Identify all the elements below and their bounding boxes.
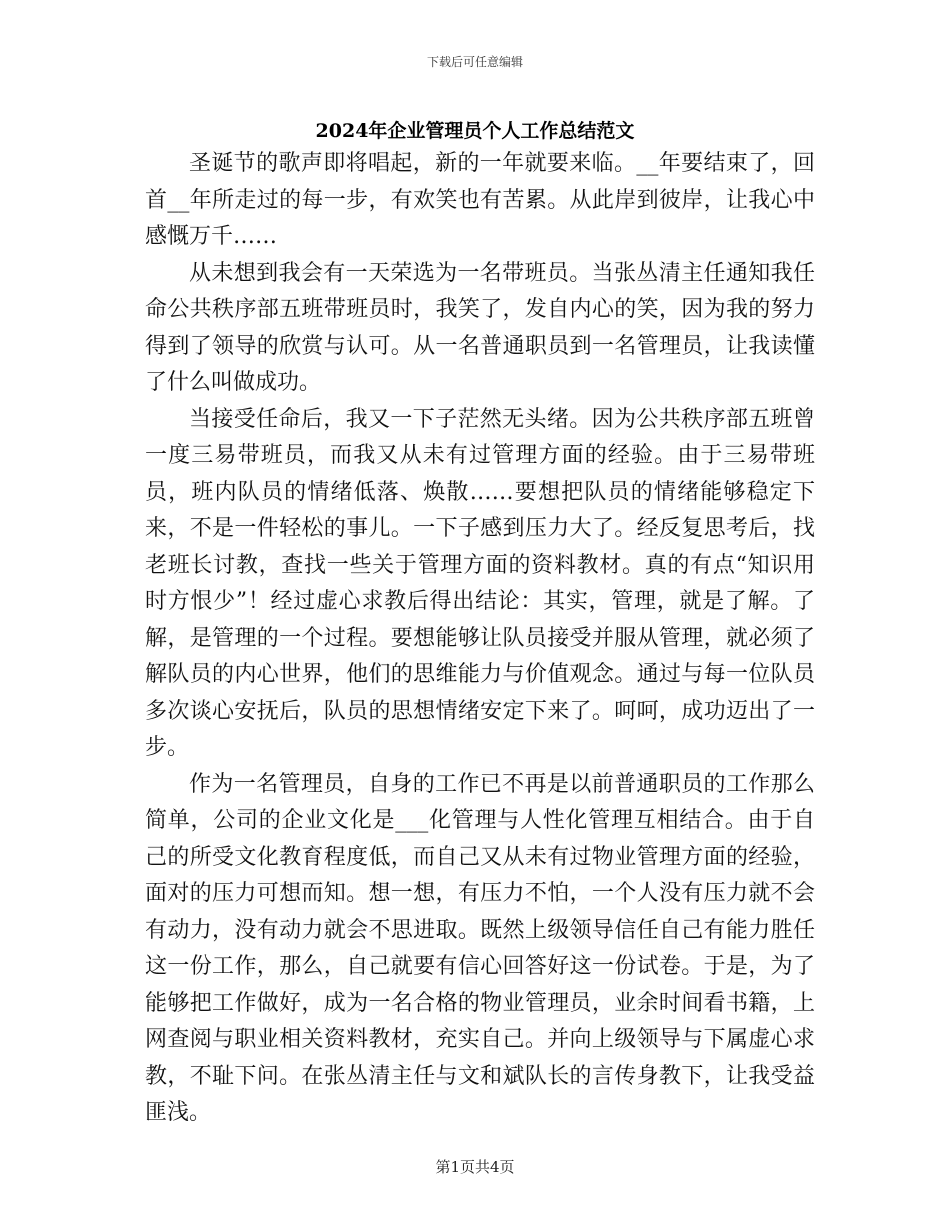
paragraph-2: 从未想到我会有一天荣选为一名带班员。当张丛清主任通知我任命公共秩序部五班带班员时，我笑了，发自内心的笑，因为我的努力得到了领导的欣赏与认可。从一名普通职员到一名管理员，让我读懂了什么叫做成功。 [145, 260, 815, 395]
page-header-note: 下载后可任意编辑 [426, 55, 523, 69]
page-number-footer: 第1页共4页 [435, 1158, 515, 1176]
document-title: 2024年企业管理员个人工作总结范文 [315, 120, 635, 142]
paragraph-1: 圣诞节的歌声即将唱起，新的一年就要来临。__年要结束了，回首__年所走过的每一步，有欢笑也有苦累。从此岸到彼岸，让我心中感慨万千…… [145, 151, 815, 249]
document-body [145, 146, 815, 1132]
paragraph-4: 作为一名管理员，自身的工作已不再是以前普通职员的工作那么简单，公司的企业文化是___化管理与人性化管理互相结合。由于自己的所受文化教育程度低，而自己又从未有过物业管理方面的经验，面对的压力可想而知。想一想，有压力不怕，一个人没有压力就不会有动力，没有动力就会不思进取。既然上级领导信任自己有能力胜任这一份工作，那么，自己就要有信心回答好这一份试卷。于是，为了能够把工作做好，成为一名合格的物业管理员，业余时间看书籍，上网查阅与职业相关资料教材，充实自己。并向上级领导与下属虚心求教，不耻下问。在张丛清主任与文和斌队长的言传身教下，让我受益匪浅。 [145, 771, 815, 1125]
paragraph-3: 当接受任命后，我又一下子茫然无头绪。因为公共秩序部五班曾一度三易带班员，而我又从未有过管理方面的经验。由于三易带班员，班内队员的情绪低落、焕散……要想把队员的情绪能够稳定下来，不是一件轻松的事儿。一下子感到压力大了。经反复思考后，找老班长讨教，查找一些关于管理方面的资料教材。真的有点“知识用时方恨少”！经过虚心求教后得出结论：其实，管理，就是了解。了解，是管理的一个过程。要想能够让队员接受并服从管理，就必须了解队员的内心世界，他们的思维能力与价值观念。通过与每一位队员多次谈心安抚后，队员的思想情绪安定下来了。呵呵，成功迈出了一步。 [145, 406, 815, 760]
